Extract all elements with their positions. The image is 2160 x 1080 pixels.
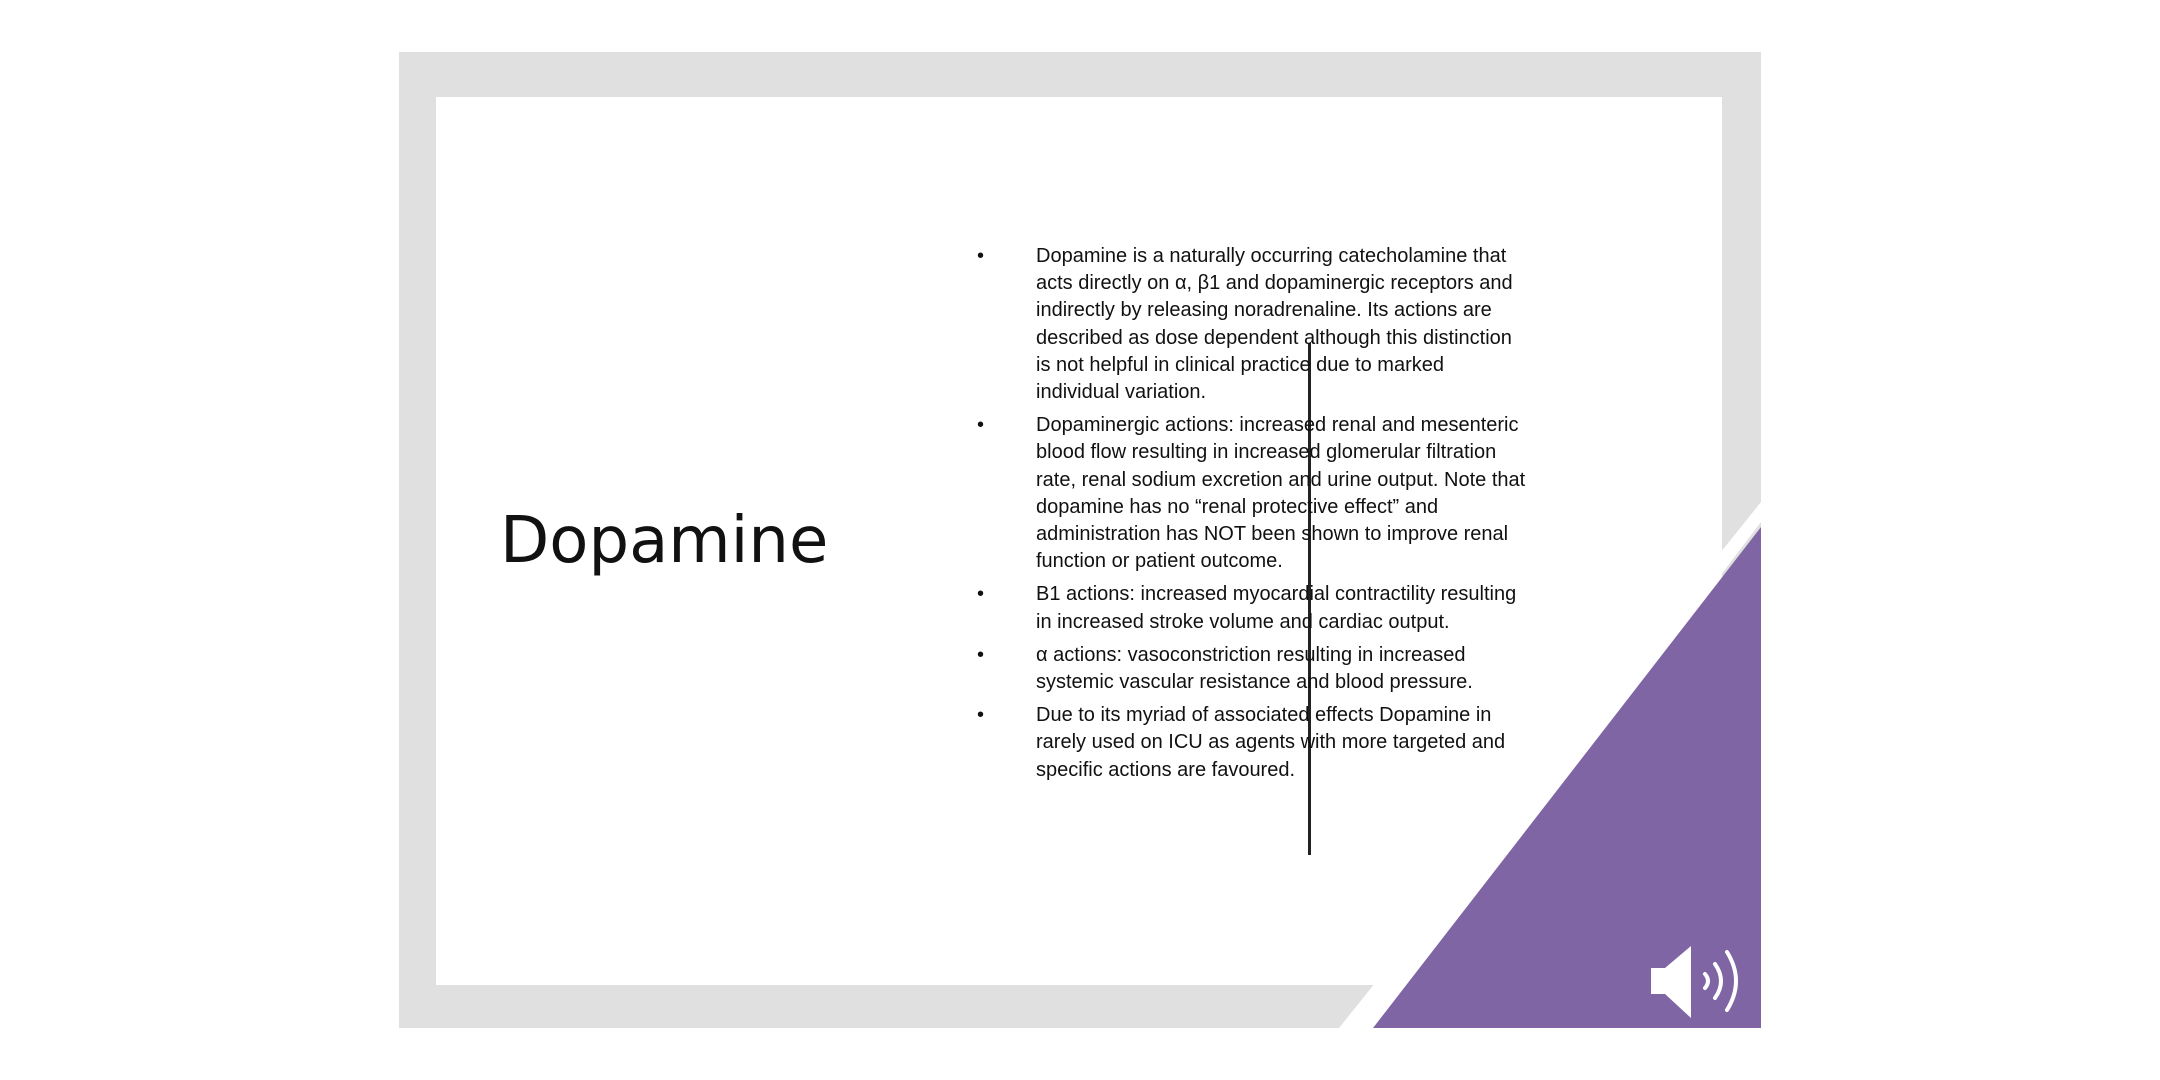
speaker-icon[interactable] xyxy=(1647,940,1757,1024)
bullet-item xyxy=(970,243,1530,406)
bullet-text: α actions: vasoconstriction resulting in increased systemic vascular resistance and blood pressure. xyxy=(1036,643,1473,694)
bullet-item xyxy=(970,412,1530,575)
bullet-text: Dopamine is a naturally occurring catecholamine that acts directly on α, β1 and dopaminergic receptors and indirectly by releasing noradrenaline. Its actions are described as dose dependent although this distinction is not helpful in clinical practice due to marked individual variation. xyxy=(1036,245,1513,404)
bullet-text: Dopaminergic actions: increased renal and mesenteric blood flow resulting in increased glomerular filtration rate, renal sodium excretion and urine output. Note that dopamine has no “renal protective effect” and administration has NOT been shown to improve renal function or patient outcome. xyxy=(1036,414,1526,573)
bullet-list xyxy=(970,243,1530,790)
slide-title: Dopamine xyxy=(500,504,829,578)
bullet-text: B1 actions: increased myocardial contractility resulting in increased stroke volume and cardiac output. xyxy=(1036,583,1517,633)
bullet-item xyxy=(970,642,1530,696)
bullet-marker: • xyxy=(977,245,985,267)
bullet-marker: • xyxy=(977,583,985,606)
bullet-text: Due to its myriad of associated effects Dopamine in rarely used on ICU as agents with more targeted and specific actions are favoured. xyxy=(1036,704,1506,781)
bullet-marker: • xyxy=(977,643,985,666)
bullet-item xyxy=(970,581,1530,635)
bullet-item xyxy=(970,702,1530,784)
bullet-marker: • xyxy=(977,704,985,727)
bullet-marker: • xyxy=(977,414,985,437)
